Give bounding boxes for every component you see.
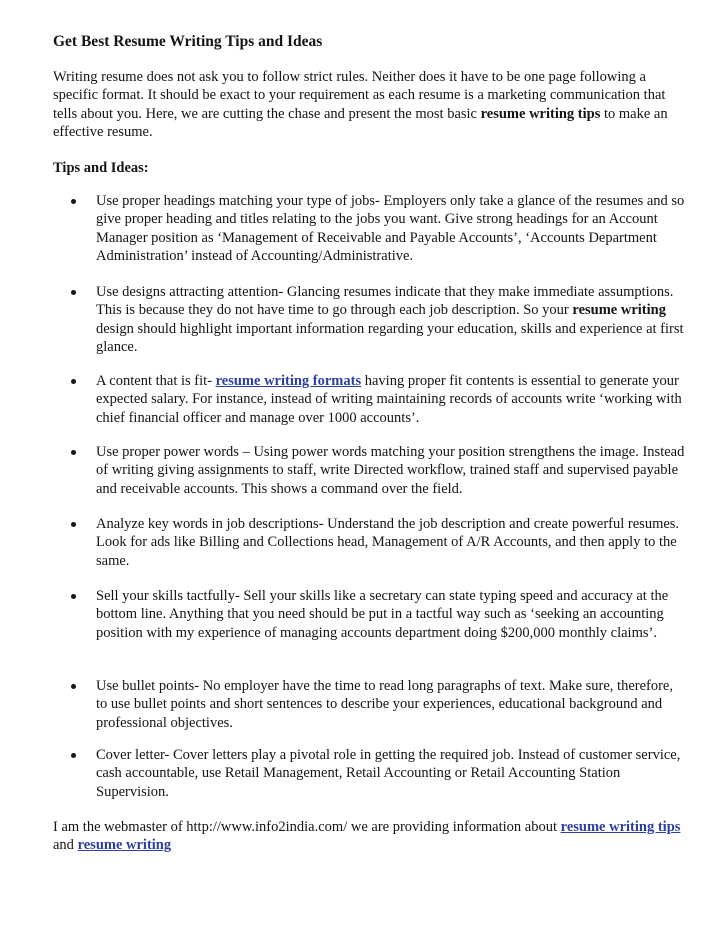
list-item <box>96 677 686 732</box>
bullet-icon <box>71 379 76 384</box>
bullet-icon <box>71 450 76 455</box>
bullet-icon <box>71 684 76 689</box>
bullet-icon <box>71 594 76 599</box>
tip-text: A content that is fit- <box>96 373 216 389</box>
list-item <box>96 515 686 570</box>
bullet-icon <box>71 522 76 527</box>
bullet-icon <box>71 199 76 204</box>
bullet-icon <box>71 753 76 758</box>
intro-bold-phrase: resume writing tips <box>480 105 601 122</box>
tip-bold-phrase: resume writing <box>572 302 666 319</box>
resume-writing-formats-link[interactable]: resume writing formats <box>215 373 362 389</box>
tip-text: Use proper headings matching your type of jobs- Employers only take a glance of the resumes and so give proper heading and titles relating to the jobs you want. Give strong headings for an Account Manager position as ‘Management of Receivable and Payable Accounts’, ‘Accounts Department Administration’ instead of Accounting/Administrative. <box>96 193 685 265</box>
footer-text: I am the webmaster of http://www.info2india.com/ we are providing information about <box>53 819 561 835</box>
list-item <box>96 746 686 801</box>
list-item <box>96 283 686 357</box>
footer-text-and: and <box>53 837 78 854</box>
resume-writing-link[interactable]: resume writing <box>77 837 172 854</box>
tip-text: Use bullet points- No employer have the time to read long paragraphs of text. Make sure, therefore, to use bullet points and short sentences to describe your experiences, educational background and professional objectives. <box>96 678 673 731</box>
list-item <box>96 372 686 427</box>
intro-text-end: to make an effective resume. <box>53 105 668 141</box>
tip-text-end: design should highlight important information regarding your education, skills and experience at first glance. <box>96 320 684 356</box>
footer-paragraph <box>53 818 683 855</box>
intro-text: Writing resume does not ask you to follow strict rules. Neither does it have to be one page following a specific format. It should be exact to your requirement as each resume is a marketing communication that tells about you. Here, we are cutting the chase and present the most basic <box>53 69 666 122</box>
tip-text: Sell your skills tactfully- Sell your skills like a secretary can state typing speed and accuracy at the bottom line. Anything that you need should be put in a tactful way such as ‘seeking an accounting position with my experience of managing accounts department doing $200,000 monthly claims’. <box>96 588 669 641</box>
list-item <box>96 443 686 498</box>
tip-text: Analyze key words in job descriptions- Understand the job description and create powerful resumes. Look for ads like Billing and Collections head, Management of A/R Accounts, and then apply to the same. <box>96 516 680 569</box>
tip-text: Use designs attracting attention- Glancing resumes indicate that they make immediate assumptions. This is because they do not have time to go through each job description. So your <box>96 284 674 319</box>
bullet-icon <box>71 290 76 295</box>
tip-text: Cover letter- Cover letters play a pivotal role in getting the required job. Instead of customer service, cash accountable, use Retail Management, Retail Accounting or Retail Accounting Station Supervision. <box>96 747 681 800</box>
resume-writing-tips-link[interactable]: resume writing tips <box>560 819 681 835</box>
list-item <box>96 587 686 642</box>
tips-heading: Tips and Ideas: <box>53 160 149 176</box>
list-item <box>96 192 686 266</box>
tip-text: Use proper power words – Using power words matching your position strengthens the image. Instead of writing giving assignments to staff, write Directed workflow, trained staff and supervised payable and receivable accounts. This shows a command over the field. <box>96 444 685 497</box>
tip-text-end: having proper fit contents is essential to generate your expected salary. For instance, instead of writing maintaining records of accounts write ‘working with chief financial officer and manage over 1000 accounts’. <box>96 373 682 426</box>
page-title: Get Best Resume Writing Tips and Ideas <box>53 33 323 50</box>
intro-paragraph <box>53 68 678 142</box>
